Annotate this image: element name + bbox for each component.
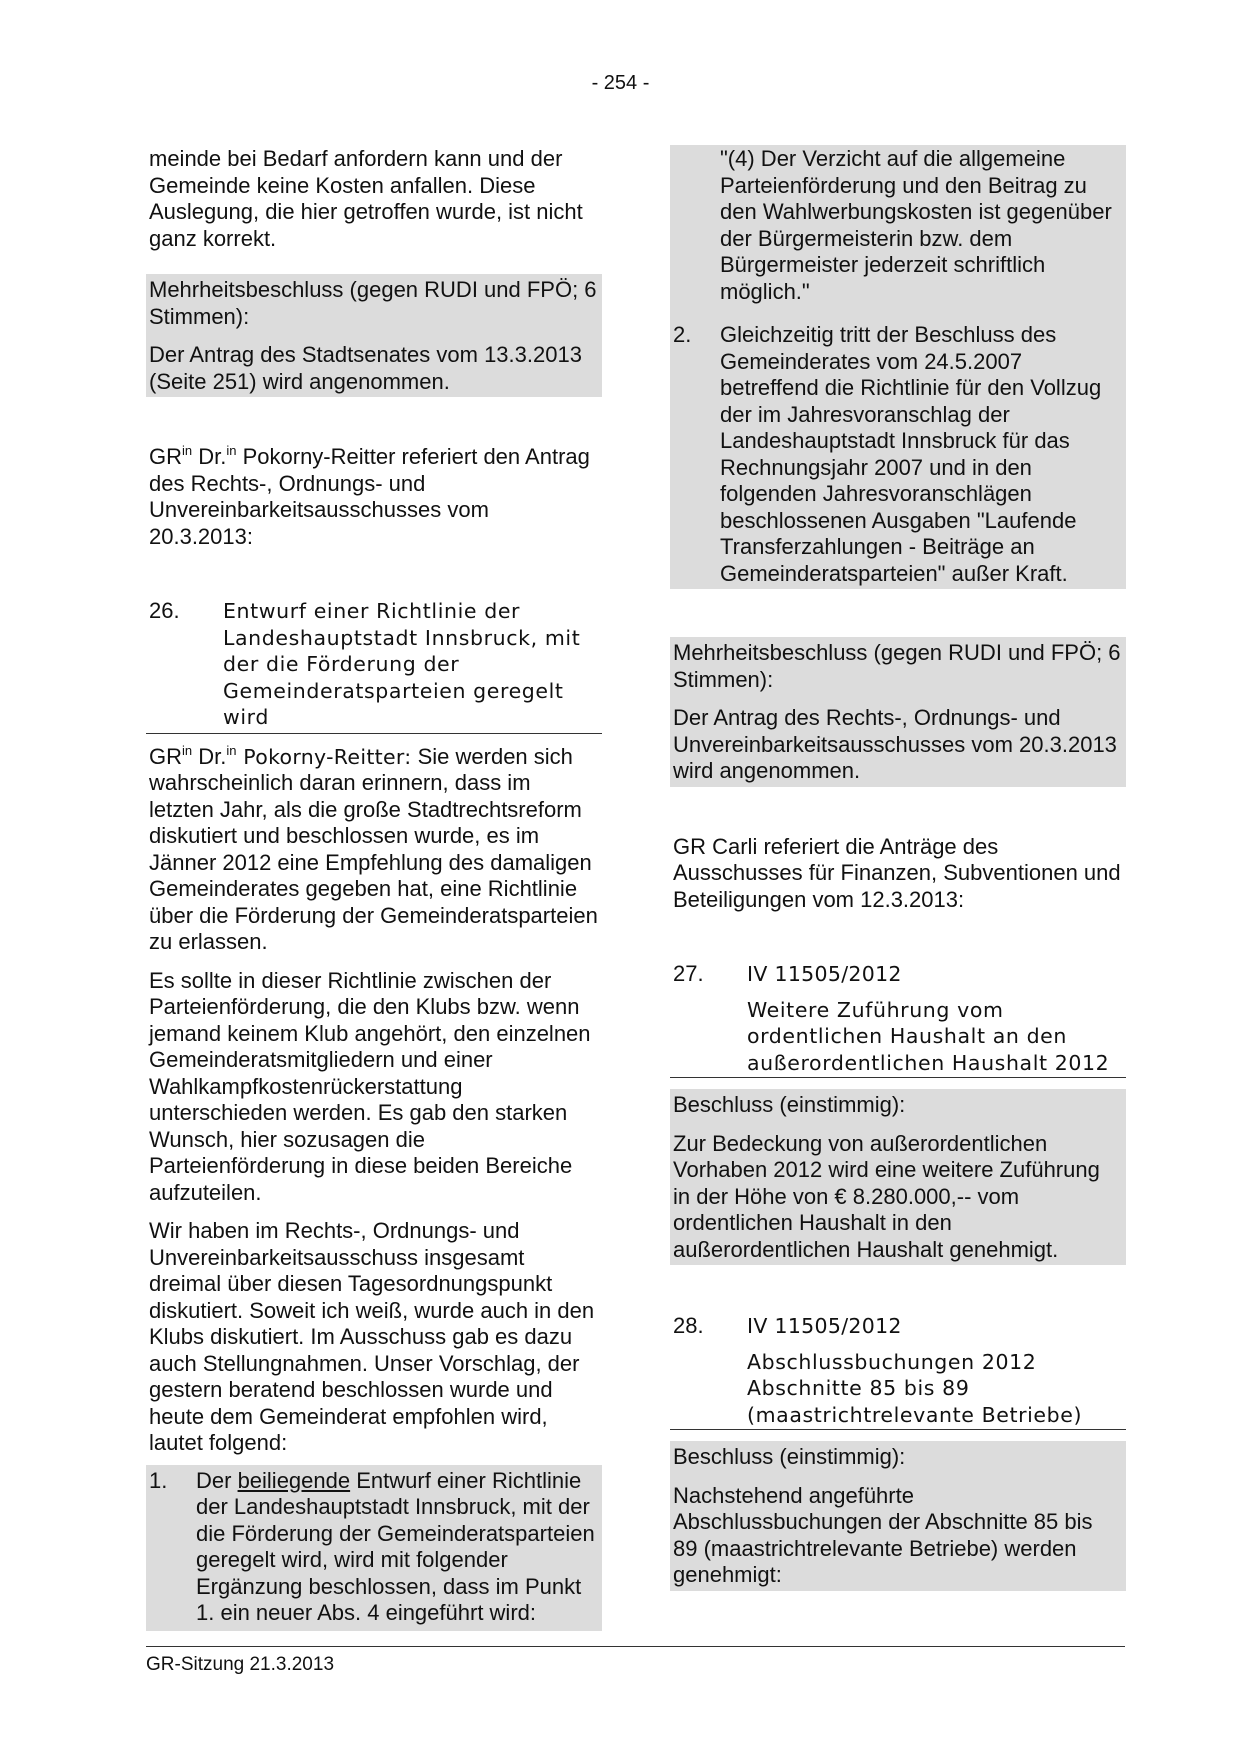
resolution-text: Der Antrag des Stadtsenates vom 13.3.2013 (Seite 251) wird angenommen. bbox=[149, 342, 582, 394]
agenda-item-code: IV 11505/2012 bbox=[747, 1314, 902, 1338]
agenda-item-number: 27. bbox=[673, 961, 704, 986]
list-text bbox=[196, 1468, 599, 1627]
resolution-box-2 bbox=[670, 637, 1126, 787]
resolution-text: Zur Bedeckung von außerordentlichen Vorhaben 2012 wird eine weitere Zuführung in der Höhe von € 8.280.000,-- vom ordentlichen Haushalt in den außerordentlichen Haushalt genehmigt. bbox=[673, 1130, 1100, 1262]
footer-divider bbox=[146, 1646, 1125, 1647]
resolution-label: Mehrheitsbeschluss (gegen RUDI und FPÖ; 6 Stimmen): bbox=[673, 640, 1121, 692]
agenda-item-number: 26. bbox=[149, 598, 180, 623]
resolution-box-4 bbox=[670, 1441, 1126, 1591]
agenda-item-28-title-row bbox=[670, 1349, 1126, 1431]
agenda-item-title: Weitere Zuführung vom ordentlichen Haushalt an den außerordentlichen Haushalt 2012 bbox=[747, 997, 1110, 1075]
speaker-title-gr: GR bbox=[149, 743, 182, 769]
resolution-label: Mehrheitsbeschluss (gegen RUDI und FPÖ; 6 Stimmen): bbox=[149, 277, 597, 329]
list-text-post: Entwurf einer Richtlinie der Landeshauptstadt Innsbruck, mit der die Förderung der Gemeinderatsparteien geregelt wird, wird mit folgender Ergänzung beschlossen, dass im Punkt 1. ein neuer Abs. 4 eingeführt wird: bbox=[196, 1467, 595, 1625]
resolution-box-3 bbox=[670, 1089, 1126, 1265]
quoted-paragraph: "(4) Der Verzicht auf die allgemeine Parteienförderung und den Beitrag zu den Wahlwerbungskosten ist gegenüber der Bürgermeisterin bzw. dem Bürgermeister jederzeit schriftlich möglich." bbox=[720, 146, 1112, 304]
agenda-item-27 bbox=[670, 961, 1126, 988]
right-column bbox=[670, 145, 1126, 1591]
page-number: - 254 - bbox=[591, 72, 650, 94]
resolution-list-item-2 bbox=[670, 322, 1126, 589]
list-text: Gleichzeitig tritt der Beschluss des Gemeinderates vom 24.5.2007 betreffend die Richtlinie für den Vollzug der im Jahresvoranschlag der Landeshauptstadt Innsbruck für das Rechnungsjahr 2007 und in den folgenden Jahresvoranschlägen beschlossenen Ausgaben "Laufende Transferzahlungen - Beiträge an Gemeinderatsparteien" außer Kraft. bbox=[720, 322, 1102, 586]
speech-paragraph-3: Wir haben im Rechts-, Ordnungs- und Unvereinbarkeitsausschuss insgesamt dreimal über diesen Tagesordnungspunkt diskutiert. Soweit ich weiß, wurde auch in den Klubs diskutiert. Im Ausschuss gab es dazu auch Stellungnahmen. Unser Vorschlag, der gestern beratend beschlossen wurde und heute dem Gemeinderat empfohlen wird, lautet folgend: bbox=[149, 1218, 595, 1455]
agenda-item-number: 28. bbox=[673, 1313, 704, 1338]
referral-sup-in-2: in bbox=[226, 443, 237, 458]
agenda-item-title: Abschlussbuchungen 2012 Abschnitte 85 bis 89 (maastrichtrelevante Betriebe) bbox=[747, 1349, 1083, 1427]
agenda-item-indent bbox=[673, 997, 747, 1077]
resolution-text: Nachstehend angeführte Abschlussbuchungen der Abschnitte 85 bis 89 (maastrichtrelevante Betriebe) werden genehmigt: bbox=[673, 1482, 1093, 1587]
resolution-text: Der Antrag des Rechts-, Ordnungs- und Unvereinbarkeitsausschusses vom 20.3.2013 wird angenommen. bbox=[673, 705, 1117, 783]
resolution-list-item-1 bbox=[146, 1465, 602, 1631]
resolution-label: Beschluss (einstimmig): bbox=[673, 1444, 906, 1469]
speaker-sup-in-2: in bbox=[226, 742, 237, 758]
list-number: 1. bbox=[149, 1467, 168, 1493]
attachment-link[interactable]: beiliegende bbox=[237, 1467, 351, 1493]
speech-paragraph-2: Es sollte in dieser Richtlinie zwischen der Parteienförderung, die den Klubs bzw. wenn jemand keinem Klub angehört, den einzelnen Gemeinderatsmitgliedern und einer Wahlkampfkostenrückerstattung unterschieden werden. Es gab den starken Wunsch, hier sozusagen die Parteienförderung in diese beiden Bereiche aufzuteilen. bbox=[149, 967, 591, 1205]
speaker-title-dr: Dr. bbox=[192, 743, 227, 769]
list-number: 2. bbox=[673, 322, 692, 347]
agenda-item-title: Entwurf einer Richtlinie der Landeshauptstadt Innsbruck, mit der die Förderung der Gemeinderatsparteien geregelt wird bbox=[223, 599, 581, 729]
referral-text: Pokorny-Reitter referiert den Antrag des Rechts-, Ordnungs- und Unvereinbarkeitsausschusses vom 20.3.2013: bbox=[149, 444, 590, 549]
agenda-item-28 bbox=[670, 1313, 1126, 1340]
quoted-paragraph-box bbox=[670, 145, 1126, 322]
referral-paragraph-2: GR Carli referiert die Anträge des Ausschusses für Finanzen, Subventionen und Beteiligungen vom 12.3.2013: bbox=[673, 833, 1121, 912]
speaker-sup-in: in bbox=[182, 742, 193, 758]
agenda-item-27-title-row bbox=[670, 997, 1126, 1079]
referral-title-dr: Dr. bbox=[192, 444, 227, 469]
referral-sup-in: in bbox=[182, 443, 193, 458]
footer-text: GR-Sitzung 21.3.2013 bbox=[146, 1654, 335, 1675]
agenda-item-indent bbox=[673, 1349, 747, 1429]
resolution-label: Beschluss (einstimmig): bbox=[673, 1092, 906, 1117]
continuation-text: meinde bei Bedarf anfordern kann und der Gemeinde keine Kosten anfallen. Diese Auslegung, die hier getroffen wurde, ist nicht ganz korrekt. bbox=[149, 146, 583, 251]
resolution-box-1 bbox=[146, 274, 602, 397]
left-column bbox=[146, 146, 602, 1631]
speaker-name: Pokorny-Reitter: bbox=[236, 744, 412, 769]
referral-title-gr: GR bbox=[149, 444, 182, 469]
agenda-item-code: IV 11505/2012 bbox=[747, 962, 902, 986]
speech-paragraph-1 bbox=[146, 744, 602, 956]
referral-paragraph bbox=[146, 444, 602, 550]
speech-text: Sie werden sich wahrscheinlich daran erinnern, dass im letzten Jahr, als die große Stadtrechtsreform diskutiert und beschlossen wurde, es im Jänner 2012 eine Empfehlung des damaligen Gemeinderates gegeben hat, eine Richtlinie über die Förderung der Gemeinderatsparteien zu erlassen. bbox=[149, 743, 598, 954]
list-text-pre: Der bbox=[196, 1467, 238, 1493]
agenda-item-26 bbox=[146, 598, 602, 734]
